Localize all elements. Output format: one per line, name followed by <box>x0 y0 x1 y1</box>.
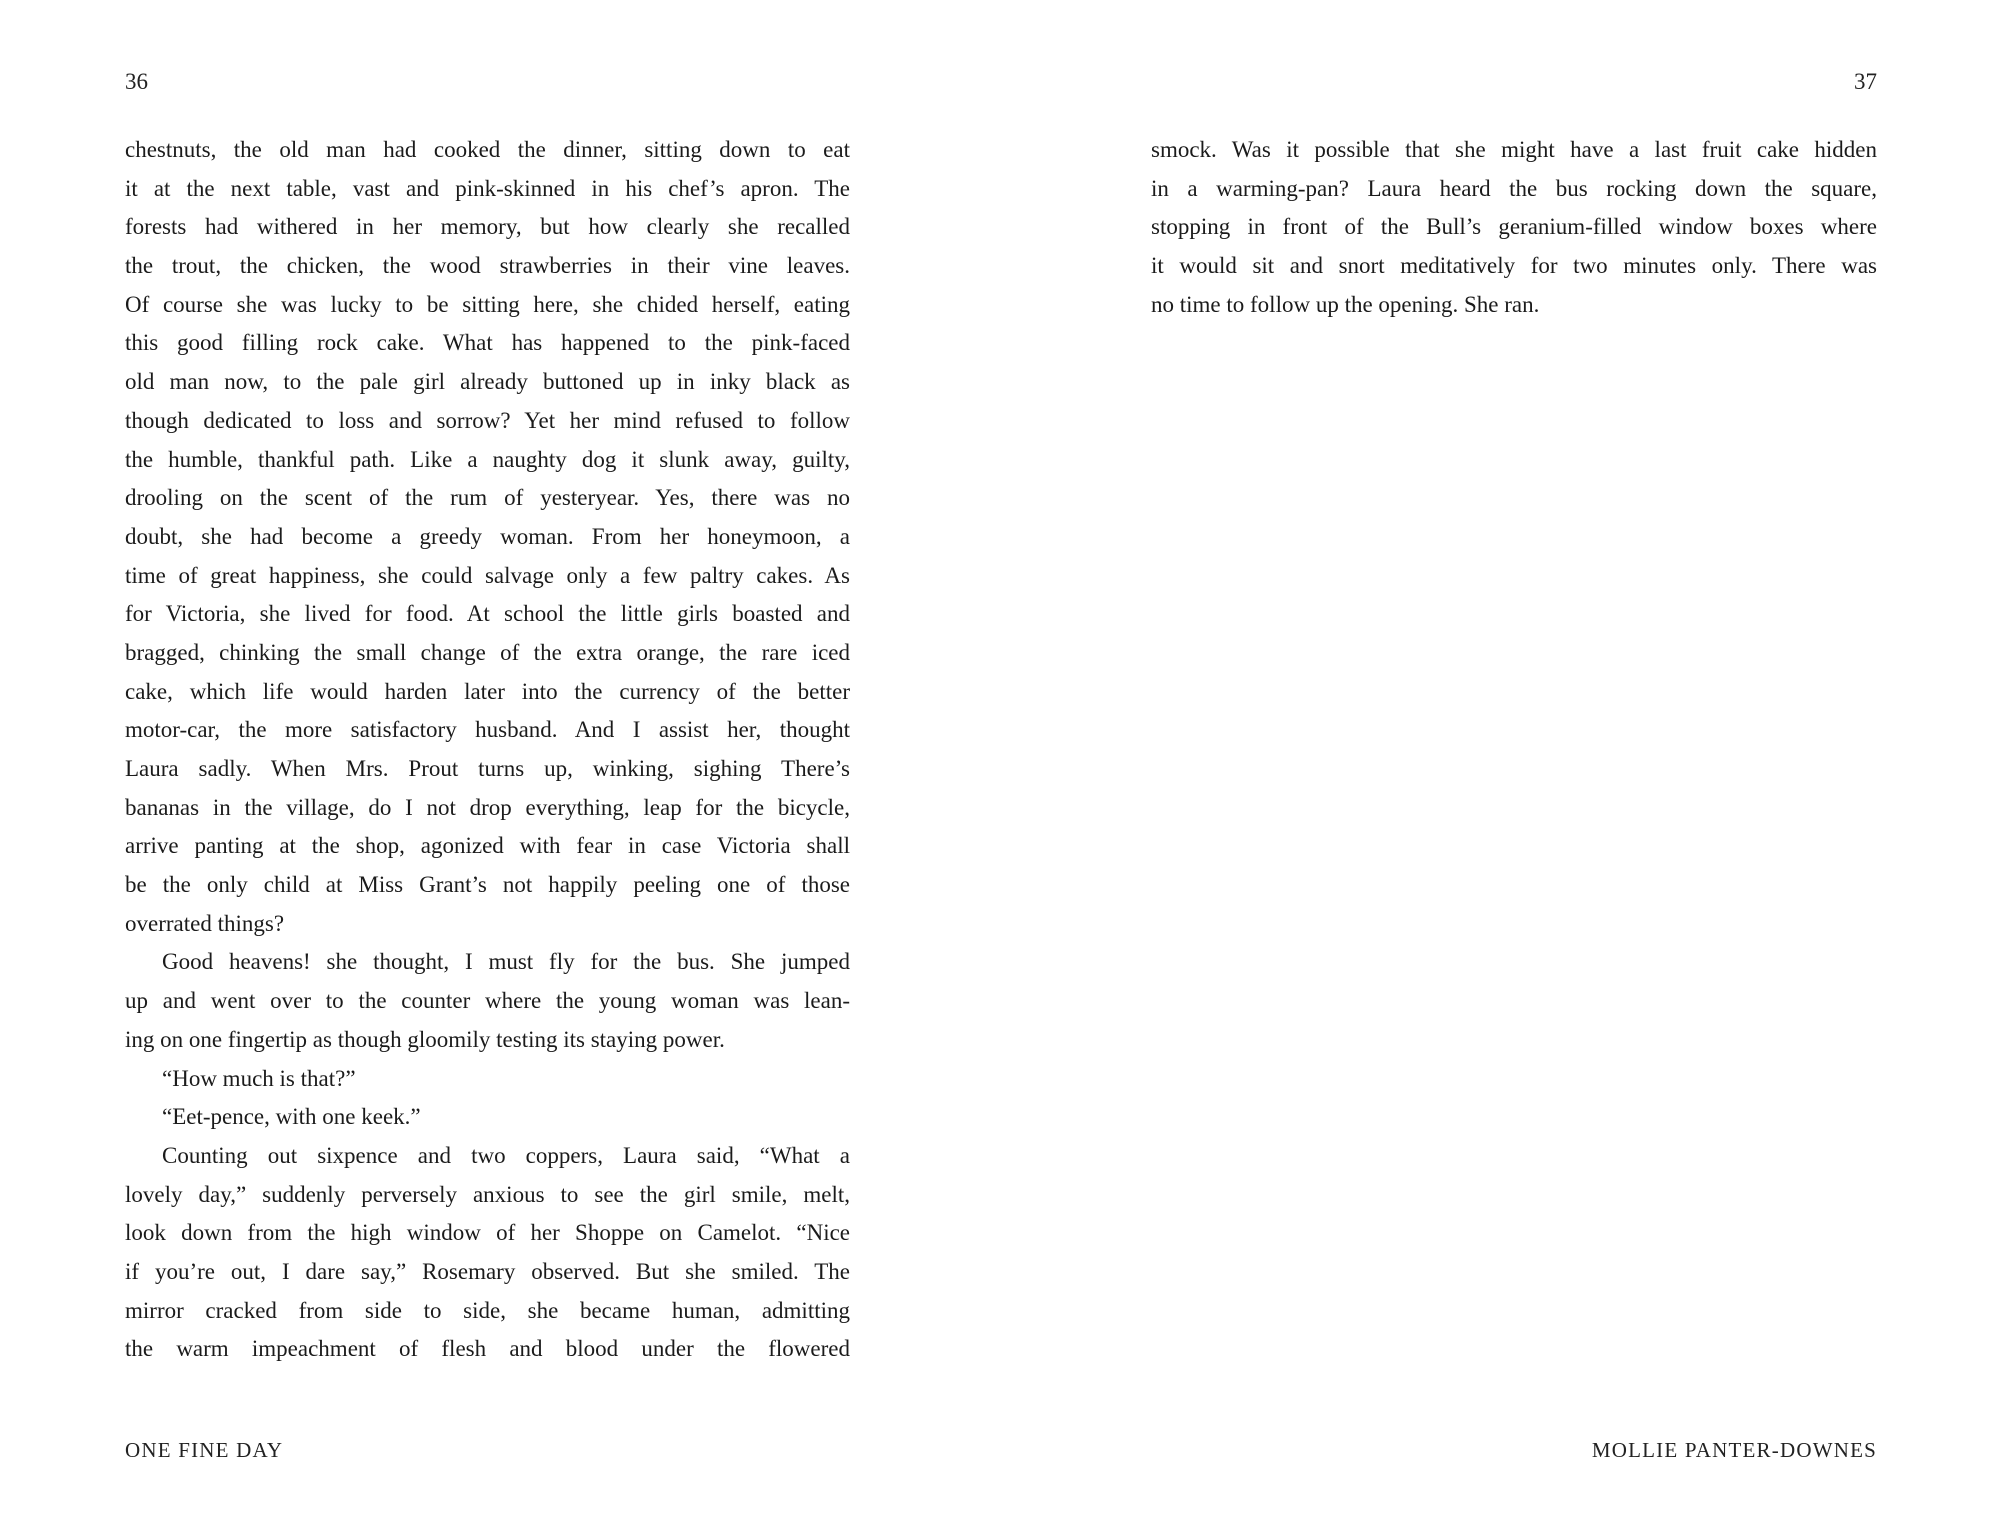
text-line: it at the next table, vast and pink-skinned in his chef’s apron. The <box>125 175 850 201</box>
text-line: look down from the high window of her Shoppe on Camelot. “Nice <box>125 1220 850 1246</box>
text-line: the trout, the chicken, the wood strawberries in their vine leaves. <box>125 253 850 279</box>
text-line: “How much is that?” <box>162 1065 356 1091</box>
text-line: stopping in front of the Bull’s geranium-filled window boxes where <box>1151 214 1877 240</box>
text-line: forests had withered in her memory, but how clearly she recalled <box>125 214 850 240</box>
text-line: drooling on the scent of the rum of yesteryear. Yes, there was no <box>125 485 850 511</box>
text-line: smock. Was it possible that she might have a last fruit cake hidden <box>1151 137 1877 162</box>
text-line: time of great happiness, she could salvage only a few paltry cakes. As <box>125 562 850 588</box>
running-footer-author-name: MOLLIE PANTER-DOWNES <box>1591 1438 1877 1462</box>
text-line: up and went over to the counter where the young woman was lean- <box>125 988 850 1014</box>
text-line: mirror cracked from side to side, she became human, admitting <box>125 1297 850 1323</box>
text-line: lovely day,” suddenly perversely anxious to see the girl smile, melt, <box>125 1181 850 1207</box>
text-line: bananas in the village, do I not drop everything, leap for the bicycle, <box>125 794 850 820</box>
text-line: motor-car, the more satisfactory husband. And I assist her, thought <box>125 717 850 743</box>
body-text-left <box>125 131 850 1369</box>
text-line: if you’re out, I dare say,” Rosemary observed. But she smiled. The <box>125 1258 850 1284</box>
text-line: the humble, thankful path. Like a naughty dog it slunk away, guilty, <box>125 446 850 472</box>
page-right <box>1151 0 1877 1535</box>
body-text-right <box>1151 131 1877 324</box>
text-line: cake, which life would harden later into the currency of the better <box>125 678 850 704</box>
text-line: it would sit and snort meditatively for two minutes only. There was <box>1151 253 1877 279</box>
text-line: be the only child at Miss Grant’s not happily peeling one of those <box>125 872 850 898</box>
text-line: “Eet-pence, with one keek.” <box>162 1104 421 1130</box>
running-footer-book-title: ONE FINE DAY <box>125 1438 284 1462</box>
text-line: in a warming-pan? Laura heard the bus rocking down the square, <box>1151 175 1877 201</box>
text-line: for Victoria, she lived for food. At school the little girls boasted and <box>125 601 850 627</box>
text-line: arrive panting at the shop, agonized with fear in case Victoria shall <box>125 833 850 859</box>
text-line: Of course she was lucky to be sitting here, she chided herself, eating <box>125 291 850 317</box>
text-line: no time to follow up the opening. She ran. <box>1151 291 1540 317</box>
text-line: ing on one fingertip as though gloomily testing its staying power. <box>125 1026 725 1052</box>
text-line: this good filling rock cake. What has happened to the pink-faced <box>125 330 850 356</box>
text-line: Laura sadly. When Mrs. Prout turns up, winking, sighing There’s <box>125 756 850 781</box>
page-number-left: 36 <box>125 69 148 94</box>
text-line: though dedicated to loss and sorrow? Yet her mind refused to follow <box>125 407 850 433</box>
text-line: Counting out sixpence and two coppers, Laura said, “What a <box>162 1142 850 1168</box>
page-left <box>125 0 850 1535</box>
page-number-right: 37 <box>1854 69 1877 94</box>
text-line: chestnuts, the old man had cooked the dinner, sitting down to eat <box>125 137 850 162</box>
text-line: Good heavens! she thought, I must fly for the bus. She jumped <box>162 949 850 975</box>
text-line: overrated things? <box>125 910 285 936</box>
text-line: bragged, chinking the small change of the extra orange, the rare iced <box>125 639 850 665</box>
text-line: the warm impeachment of flesh and blood under the flowered <box>125 1336 850 1362</box>
text-line: doubt, she had become a greedy woman. From her honeymoon, a <box>125 523 850 549</box>
text-line: old man now, to the pale girl already buttoned up in inky black as <box>125 369 850 395</box>
